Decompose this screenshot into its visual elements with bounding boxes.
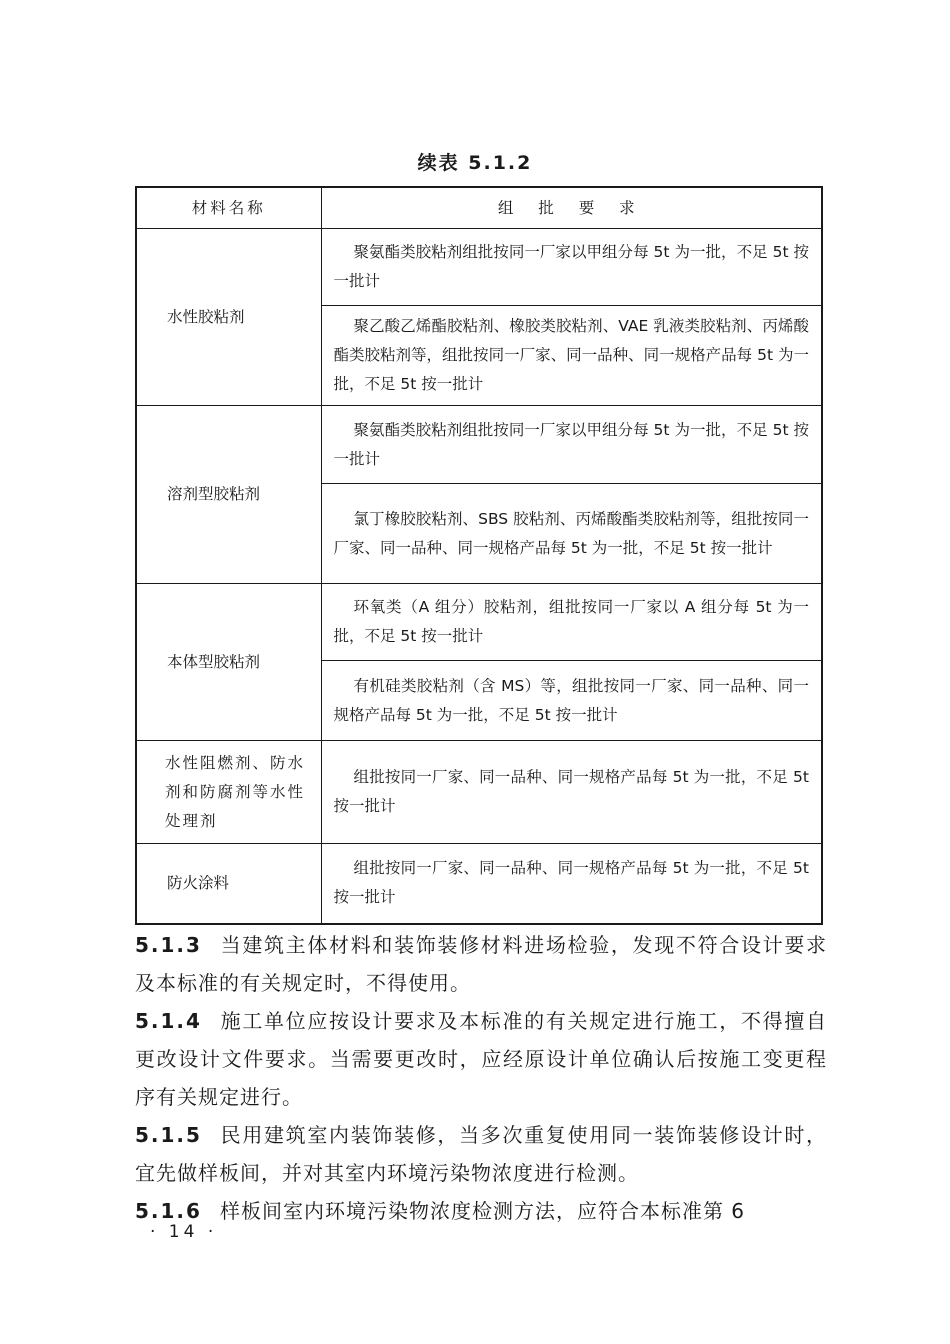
- requirement-cell: 组批按同一厂家、同一品种、同一规格产品每 5t 为一批，不足 5t 按一批计: [321, 741, 822, 844]
- clause-text: 样板间室内环境污染物浓度检测方法，应符合本标准第 6: [219, 1199, 746, 1223]
- table-row: [136, 741, 822, 844]
- clause-text: 施工单位应按设计要求及本标准的有关规定进行施工，不得擅自更改设计文件要求。当需要更改时，应经原设计单位确认后按施工变更程序有关规定进行。: [135, 1009, 827, 1109]
- clause-number: 5.1.4: [135, 1009, 202, 1033]
- material-name-cell: 本体型胶粘剂: [136, 584, 321, 741]
- clause-number: 5.1.6: [135, 1199, 202, 1223]
- requirement-cell: 聚乙酸乙烯酯胶粘剂、橡胶类胶粘剂、VAE 乳液类胶粘剂、丙烯酸酯类胶粘剂等，组批按同一厂家、同一品种、同一规格产品每 5t 为一批，不足 5t 按一批计: [321, 306, 822, 406]
- requirement-cell: 组批按同一厂家、同一品种、同一规格产品每 5t 为一批，不足 5t 按一批计: [321, 844, 822, 924]
- material-name-cell: 水性阻燃剂、防水剂和防腐剂等水性处理剂: [136, 741, 321, 844]
- material-name-cell: 防火涂料: [136, 844, 321, 924]
- requirement-cell: 有机硅类胶粘剂（含 MS）等，组批按同一厂家、同一品种、同一规格产品每 5t 为一批，不足 5t 按一批计: [321, 661, 822, 741]
- batch-requirements-table: [135, 186, 823, 925]
- material-name-cell: 溶剂型胶粘剂: [136, 406, 321, 584]
- table-row: [136, 406, 822, 484]
- clause-5-1-3: [135, 926, 827, 1002]
- requirement-cell: 聚氨酯类胶粘剂组批按同一厂家以甲组分每 5t 为一批，不足 5t 按一批计: [321, 229, 822, 306]
- clause-5-1-4: [135, 1002, 827, 1116]
- requirement-cell: 聚氨酯类胶粘剂组批按同一厂家以甲组分每 5t 为一批，不足 5t 按一批计: [321, 406, 822, 484]
- clause-number: 5.1.5: [135, 1123, 202, 1147]
- material-name-cell: 水性胶粘剂: [136, 229, 321, 406]
- table-row: [136, 584, 822, 661]
- requirement-cell: 环氧类（A 组分）胶粘剂，组批按同一厂家以 A 组分每 5t 为一批，不足 5t 按一批计: [321, 584, 822, 661]
- clause-text: 民用建筑室内装饰装修，当多次重复使用同一装饰装修设计时，宜先做样板间，并对其室内环境污染物浓度进行检测。: [135, 1123, 827, 1185]
- clause-5-1-6: [135, 1192, 827, 1230]
- table-header-row: [136, 187, 822, 229]
- requirement-cell: 氯丁橡胶胶粘剂、SBS 胶粘剂、丙烯酸酯类胶粘剂等，组批按同一厂家、同一品种、同一规格产品每 5t 为一批，不足 5t 按一批计: [321, 484, 822, 584]
- header-material-name: 材料名称: [136, 187, 321, 229]
- clause-5-1-5: [135, 1116, 827, 1192]
- table-row: [136, 229, 822, 306]
- header-batch-requirement: 组 批 要 求: [321, 187, 822, 229]
- table-row: [136, 844, 822, 924]
- page-number: · 14 ·: [150, 1222, 218, 1242]
- clause-number: 5.1.3: [135, 933, 202, 957]
- clause-text-block: [135, 926, 827, 1230]
- clause-text: 当建筑主体材料和装饰装修材料进场检验，发现不符合设计要求及本标准的有关规定时，不得使用。: [135, 933, 827, 995]
- table-title: 续表 5.1.2: [417, 152, 533, 174]
